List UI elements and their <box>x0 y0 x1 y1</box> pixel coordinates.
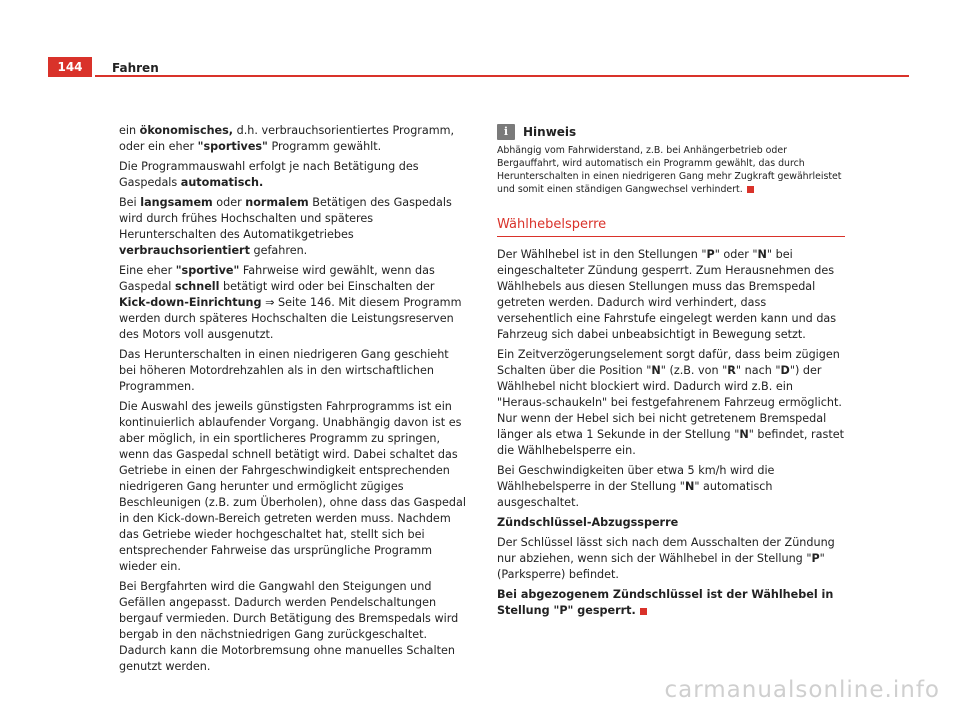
paragraph: Die Auswahl des jeweils günstigsten Fahrprogramms ist ein kontinuierlich ablaufender Vorgang. Unabhängig davon ist es aber möglich, in ein sportlicheres Programm zu springen, wenn das Gaspedal schnell betätigt wird. Dabei schaltet das Getriebe in einen der Fahrgeschwindigkeit entsprechenden niedrigeren Gang herunter und ermöglicht zügiges Beschleunigen (z.B. zum Überholen), ohne dass das Gaspedal in den Kick-down-Bereich getreten werden muss. Nachdem das Getriebe wieder hochgeschaltet hat, stellt sich bei entsprechender Fahrweise das ursprüngliche Programm wieder ein. <box>119 400 466 573</box>
note-title: Hinweis <box>523 125 577 139</box>
paragraph: Der Schlüssel lässt sich nach dem Ausschalten der Zündung nur abziehen, wenn sich der Wählhebel in der Stellung "P" (Parksperre) befindet. <box>497 536 835 581</box>
right-column <box>497 124 845 623</box>
section-title: Wählhebelsperre <box>497 217 845 237</box>
paragraph: Bei abgezogenem Zündschlüssel ist der Wählhebel in Stellung "P" gesperrt. <box>497 588 834 617</box>
info-icon: i <box>497 124 515 140</box>
header-rule <box>95 75 909 77</box>
paragraph: Bei langsamem oder normalem Betätigen des Gaspedals wird durch frühes Hochschalten und späteres Herunterschalten des Automatikgetriebes verbrauchsorientiert gefahren. <box>119 196 452 257</box>
end-mark-icon <box>747 186 754 193</box>
end-mark-icon <box>640 608 647 615</box>
left-column <box>119 123 467 679</box>
paragraph: Ein Zeitverzögerungselement sorgt dafür, dass beim zügigen Schalten über die Position "N" (z.B. von "R" nach "D") der Wählhebel nicht blockiert wird. Dadurch wird z.B. ein "Heraus-schaukeln" bei festgefahrenem Fahrzeug ermöglicht. Nur wenn der Hebel sich bei nicht getretenem Bremspedal länger als etwa 1 Sekunde in der Stellung "N" befindet, rastet die Wählhebelsperre ein. <box>497 348 844 457</box>
paragraph: ein ökonomisches, d.h. verbrauchsorientiertes Programm, oder ein eher "sportives" Programm gewählt. <box>119 124 455 153</box>
paragraph: Bei Geschwindigkeiten über etwa 5 km/h wird die Wählhebelsperre in der Stellung "N" automatisch ausgeschaltet. <box>497 464 775 509</box>
watermark: carmanualsonline.info <box>664 677 940 703</box>
note-header <box>497 124 845 140</box>
paragraph: Eine eher "sportive" Fahrweise wird gewählt, wenn das Gaspedal schnell betätigt wird oder bei Einschalten der Kick-down-Einrichtung ⇒ Seite 146. Mit diesem Programm werden durch späteres Hochschalten die Leistungsreserven des Motors voll ausgenutzt. <box>119 264 462 341</box>
note-text: Abhängig vom Fahrwiderstand, z.B. bei Anhängerbetrieb oder Bergauffahrt, wird automatisch ein Programm gewählt, das durch Herunterschalten in einen niedrigeren Gang mehr Zugkraft gewährleistet und somit einen ständigen Gangwechsel verhindert. <box>497 145 842 195</box>
paragraph: Die Programmauswahl erfolgt je nach Betätigung des Gaspedals automatisch. <box>119 160 419 189</box>
page-number: 144 <box>48 57 92 77</box>
page-reference-link[interactable]: ⇒ Seite 146. Mit diesem Programm werden durch späteres Hochschalten die Leistungsreserven des Motors voll ausgenutzt. <box>119 296 462 341</box>
paragraph: Der Wählhebel ist in den Stellungen "P" oder "N" bei eingeschalteter Zündung gesperrt. Zum Herausnehmen des Wählhebels aus diesen Stellungen muss das Bremspedal getreten werden. Dadurch wird verhindert, dass versehentlich eine Fahrstufe eingelegt werden kann und das Fahrzeug sich dabei unbeabsichtigt in Bewegung setzt. <box>497 248 837 341</box>
paragraph: Bei Bergfahrten wird die Gangwahl den Steigungen und Gefällen angepasst. Dadurch werden Pendelschaltungen bergauf vermieden. Durch Betätigung des Bremspedals wird bergab in den nächstniedrigen Gang zurückgeschaltet. Dadurch kann die Motorbremsung ohne manuelles Schalten genutzt werden. <box>119 580 459 673</box>
subsection-title: Zündschlüssel-Abzugssperre <box>497 516 679 529</box>
paragraph: Das Herunterschalten in einen niedrigeren Gang geschieht bei höheren Motordrehzahlen als in den wirtschaftlichen Programmen. <box>119 348 449 393</box>
chapter-title: Fahren <box>112 61 159 75</box>
